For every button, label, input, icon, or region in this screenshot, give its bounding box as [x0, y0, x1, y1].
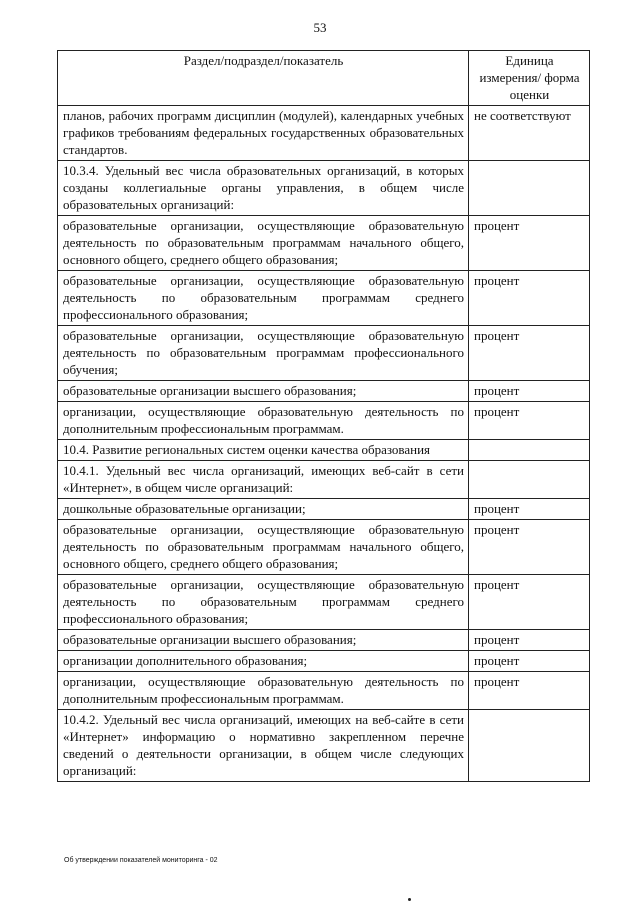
indicator-text: образовательные организации высшего образования;	[58, 630, 469, 651]
table-row	[58, 402, 590, 440]
indicator-table	[57, 50, 590, 782]
table-row	[58, 672, 590, 710]
indicator-text: образовательные организации, осуществляющие образовательную деятельность по образовательным программам начального общего, основного общего, среднего общего образования;	[58, 216, 469, 271]
table-row	[58, 326, 590, 381]
indicator-text: образовательные организации, осуществляющие образовательную деятельность по образовательным программам начального общего, основного общего, среднего общего образования;	[58, 520, 469, 575]
unit-cell: процент	[469, 520, 590, 575]
unit-cell: процент	[469, 651, 590, 672]
unit-cell: процент	[469, 402, 590, 440]
table-row	[58, 440, 590, 461]
indicator-text: образовательные организации высшего образования;	[58, 381, 469, 402]
table-row	[58, 630, 590, 651]
indicator-text: организации, осуществляющие образовательную деятельность по дополнительным профессиональным программам.	[58, 672, 469, 710]
table-row	[58, 461, 590, 499]
table-row	[58, 520, 590, 575]
unit-cell: процент	[469, 499, 590, 520]
table-row	[58, 271, 590, 326]
indicator-text: 10.3.4. Удельный вес числа образовательных организаций, в которых созданы коллегиальные органы управления, в общем числе образовательных организаций:	[58, 161, 469, 216]
indicator-text: дошкольные образовательные организации;	[58, 499, 469, 520]
indicator-text: образовательные организации, осуществляющие образовательную деятельность по образовательным программам среднего профессионального образования;	[58, 271, 469, 326]
unit-cell	[469, 161, 590, 216]
unit-cell: процент	[469, 326, 590, 381]
unit-cell: процент	[469, 381, 590, 402]
indicator-text: 10.4.2. Удельный вес числа организаций, имеющих на веб-сайте в сети «Интернет» информацию о нормативно закрепленном перечне сведений о деятельности организации, в общем числе следующих организаций:	[58, 710, 469, 782]
unit-cell: процент	[469, 672, 590, 710]
table-row	[58, 106, 590, 161]
unit-cell	[469, 461, 590, 499]
table-row	[58, 499, 590, 520]
unit-cell: не соответствуют	[469, 106, 590, 161]
table-row	[58, 161, 590, 216]
unit-cell	[469, 440, 590, 461]
indicator-text: организации дополнительного образования;	[58, 651, 469, 672]
header-section-indicator: Раздел/подраздел/показатель	[58, 51, 469, 106]
table-row	[58, 381, 590, 402]
table-row	[58, 575, 590, 630]
indicator-text: образовательные организации, осуществляющие образовательную деятельность по образовательным программам среднего профессионального образования;	[58, 575, 469, 630]
page-number: 53	[313, 20, 327, 35]
indicator-text: образовательные организации, осуществляющие образовательную деятельность по образовательным программам профессионального обучения;	[58, 326, 469, 381]
indicator-text: 10.4. Развитие региональных систем оценки качества образования	[58, 440, 469, 461]
scan-mark	[408, 898, 411, 901]
header-unit-form: Единица измерения/ форма оценки	[469, 51, 590, 106]
table-row	[58, 710, 590, 782]
unit-cell: процент	[469, 271, 590, 326]
indicator-text: организации, осуществляющие образовательную деятельность по дополнительным профессиональным программам.	[58, 402, 469, 440]
unit-cell	[469, 710, 590, 782]
table-header-row	[58, 51, 590, 106]
unit-cell: процент	[469, 216, 590, 271]
unit-cell: процент	[469, 575, 590, 630]
indicator-text: планов, рабочих программ дисциплин (модулей), календарных учебных графиков требованиям федеральных государственных образовательных стандартов.	[58, 106, 469, 161]
table-row	[58, 216, 590, 271]
table-row	[58, 651, 590, 672]
indicator-text: 10.4.1. Удельный вес числа организаций, имеющих веб-сайт в сети «Интернет», в общем числе организаций:	[58, 461, 469, 499]
footer-note: Об утверждении показателей мониторинга - 02	[64, 857, 218, 864]
unit-cell: процент	[469, 630, 590, 651]
